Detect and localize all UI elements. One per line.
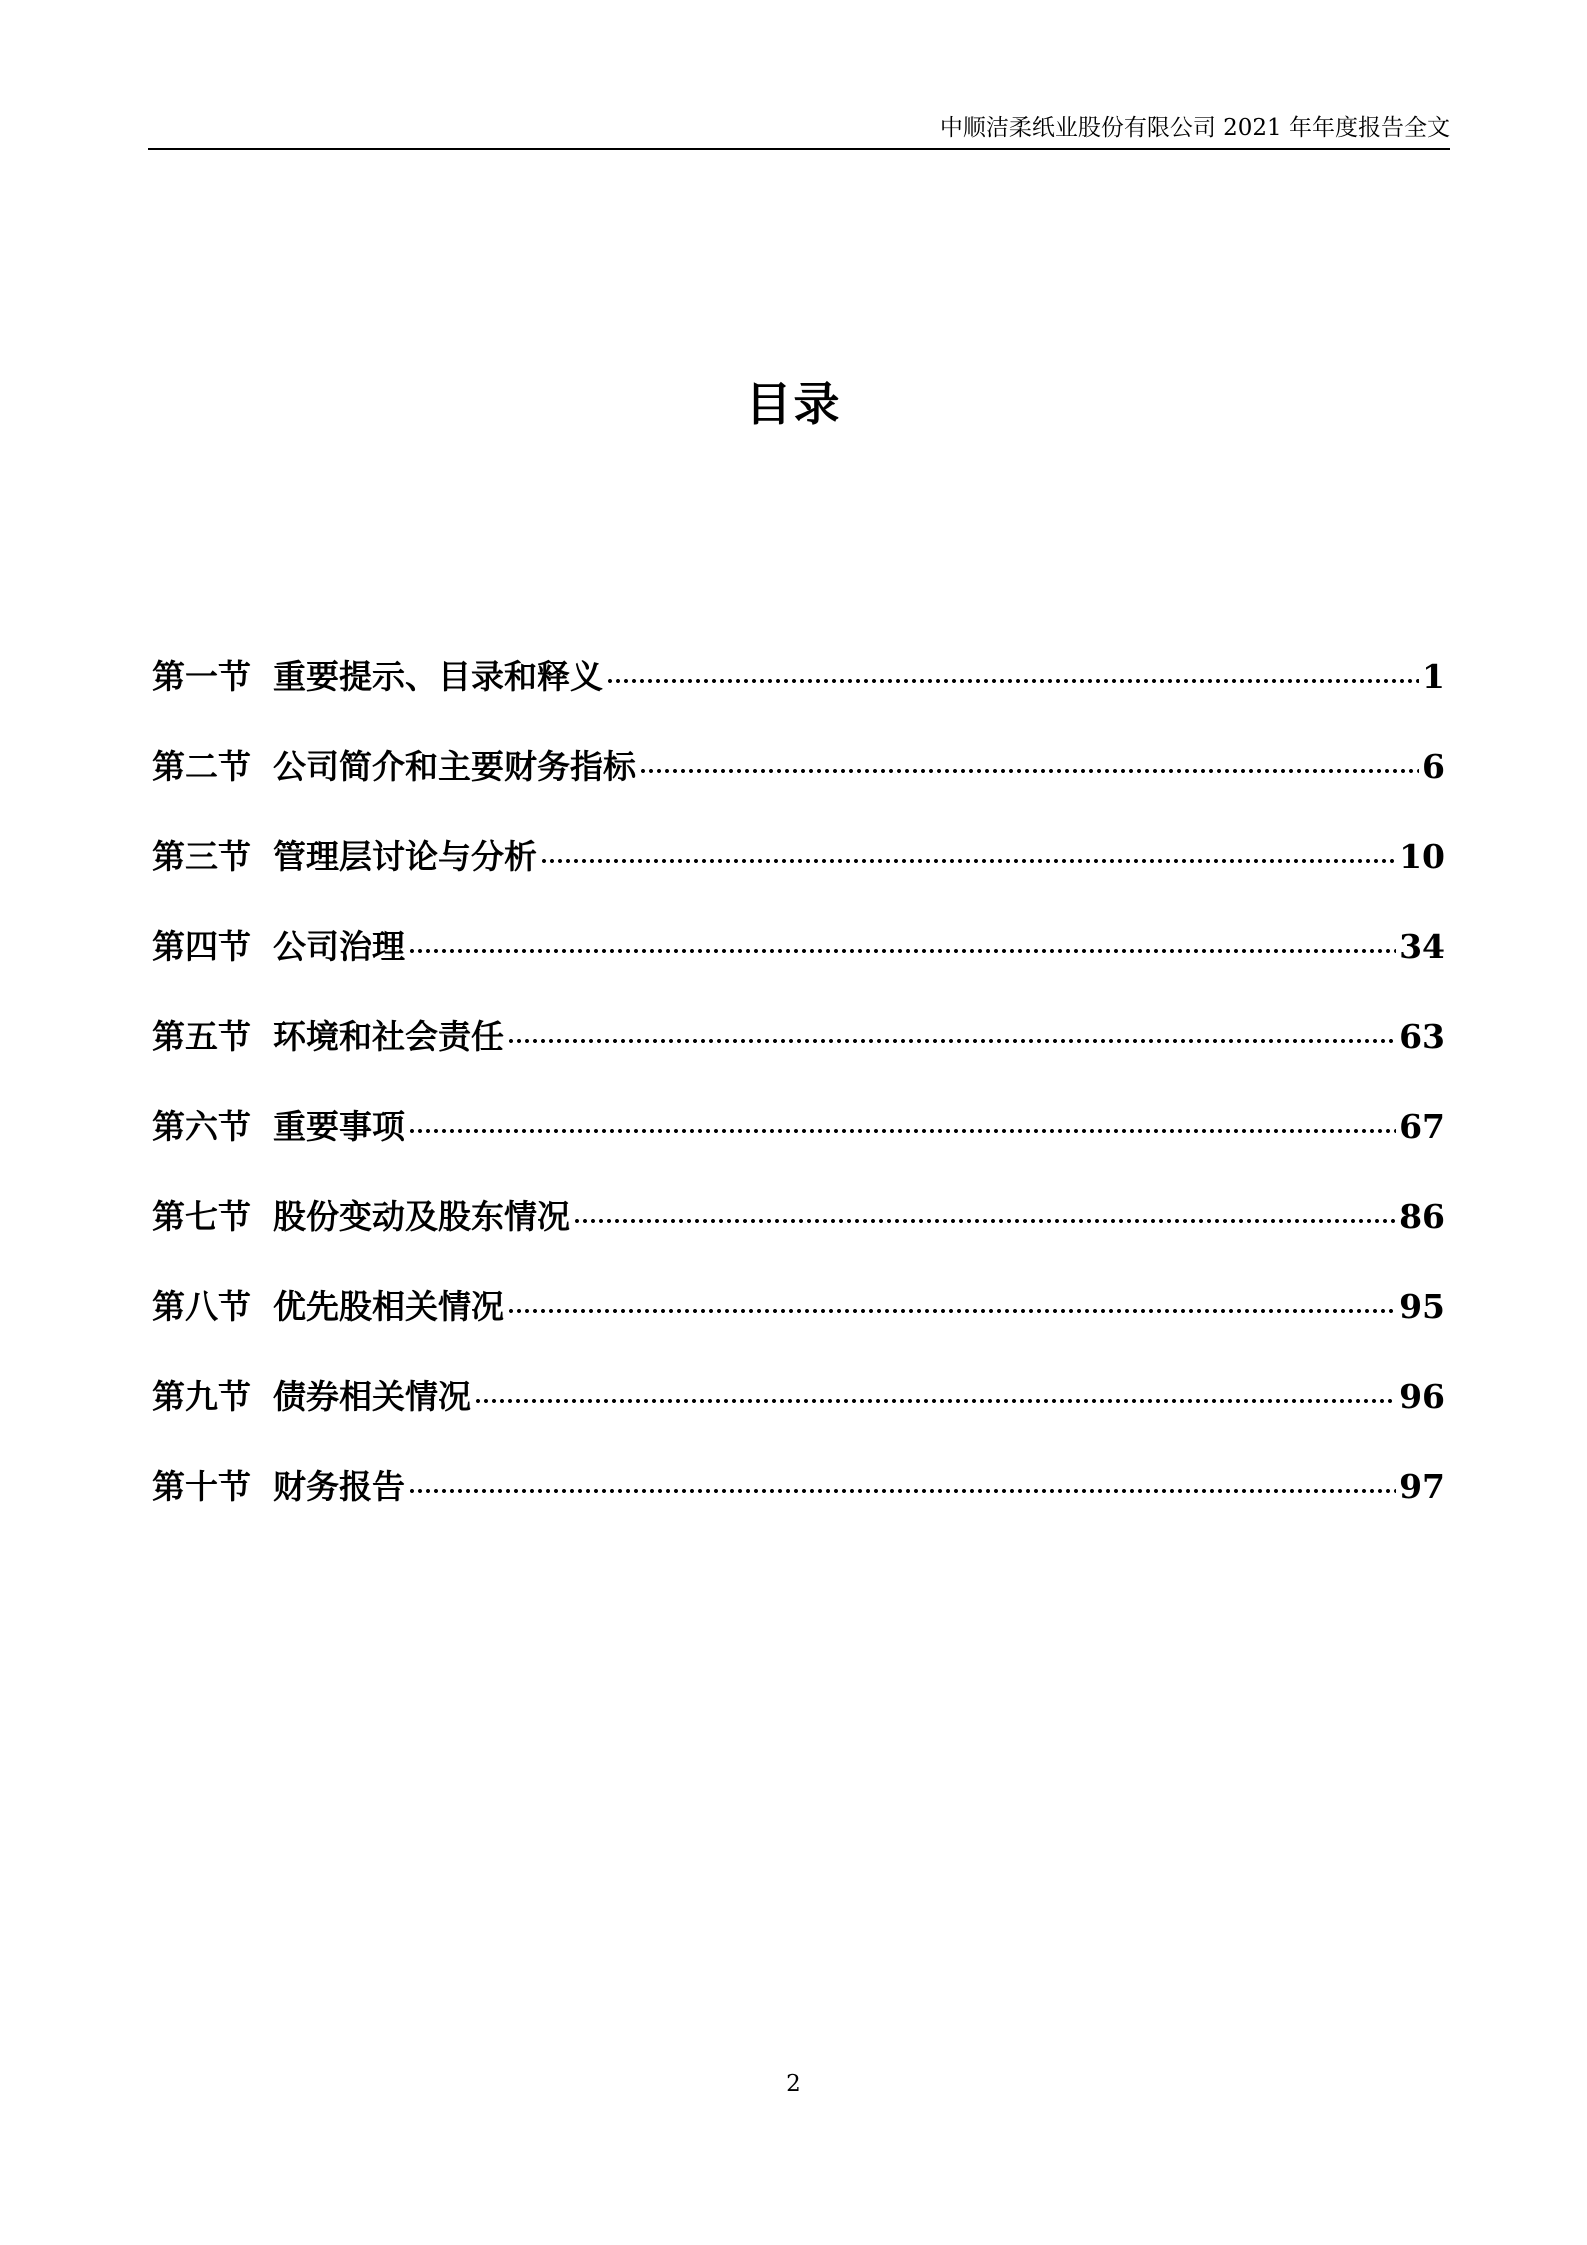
toc-section-title: 管理层讨论与分析 <box>273 837 537 876</box>
toc-entry[interactable] <box>152 655 1445 745</box>
toc-section-number: 第九节 <box>152 1377 251 1416</box>
dot-leader <box>606 655 1419 685</box>
toc-page-number: 34 <box>1399 927 1445 966</box>
dot-leader <box>639 745 1419 775</box>
toc-entry[interactable] <box>152 925 1445 1015</box>
toc-entry[interactable] <box>152 1375 1445 1465</box>
toc-entry[interactable] <box>152 745 1445 835</box>
toc-section-number: 第六节 <box>152 1107 251 1146</box>
table-of-contents <box>152 655 1445 1555</box>
dot-leader <box>408 925 1396 955</box>
toc-section-title: 财务报告 <box>273 1467 405 1506</box>
toc-section-title: 公司治理 <box>273 927 405 966</box>
toc-section-title: 环境和社会责任 <box>273 1017 504 1056</box>
dot-leader <box>507 1285 1396 1315</box>
toc-section-number: 第七节 <box>152 1197 251 1236</box>
toc-page-number: 6 <box>1422 747 1445 786</box>
toc-entry[interactable] <box>152 1195 1445 1285</box>
toc-section-number: 第十节 <box>152 1467 251 1506</box>
toc-section-number: 第二节 <box>152 747 251 786</box>
dot-leader <box>474 1375 1396 1405</box>
toc-entry[interactable] <box>152 1285 1445 1375</box>
toc-page-number: 86 <box>1399 1197 1445 1236</box>
toc-section-title: 公司简介和主要财务指标 <box>273 747 636 786</box>
toc-section-title: 债券相关情况 <box>273 1377 471 1416</box>
dot-leader <box>507 1015 1396 1045</box>
toc-entry[interactable] <box>152 1465 1445 1555</box>
dot-leader <box>408 1105 1396 1135</box>
toc-section-number: 第四节 <box>152 927 251 966</box>
toc-page-number: 10 <box>1399 837 1445 876</box>
toc-entry[interactable] <box>152 1105 1445 1195</box>
toc-entry[interactable] <box>152 835 1445 925</box>
toc-page-number: 95 <box>1399 1287 1445 1326</box>
toc-page-number: 63 <box>1399 1017 1445 1056</box>
toc-section-title: 优先股相关情况 <box>273 1287 504 1326</box>
dot-leader <box>540 835 1396 865</box>
toc-page-number: 1 <box>1422 657 1445 696</box>
toc-page-number: 97 <box>1399 1467 1445 1506</box>
toc-section-number: 第八节 <box>152 1287 251 1326</box>
page-number: 2 <box>786 2071 801 2097</box>
header-title: 中顺洁柔纸业股份有限公司 2021 年年度报告全文 <box>939 115 1450 141</box>
toc-section-title: 股份变动及股东情况 <box>273 1197 570 1236</box>
toc-page-number: 67 <box>1399 1107 1445 1146</box>
toc-entry[interactable] <box>152 1015 1445 1105</box>
dot-leader <box>408 1465 1396 1495</box>
page-header <box>148 110 1450 150</box>
toc-page-number: 96 <box>1399 1377 1445 1416</box>
dot-leader <box>573 1195 1396 1225</box>
toc-title: 目录 <box>745 377 842 431</box>
toc-section-title: 重要事项 <box>273 1107 405 1146</box>
toc-section-title: 重要提示、目录和释义 <box>273 657 603 696</box>
toc-section-number: 第五节 <box>152 1017 251 1056</box>
toc-section-number: 第三节 <box>152 837 251 876</box>
toc-section-number: 第一节 <box>152 657 251 696</box>
